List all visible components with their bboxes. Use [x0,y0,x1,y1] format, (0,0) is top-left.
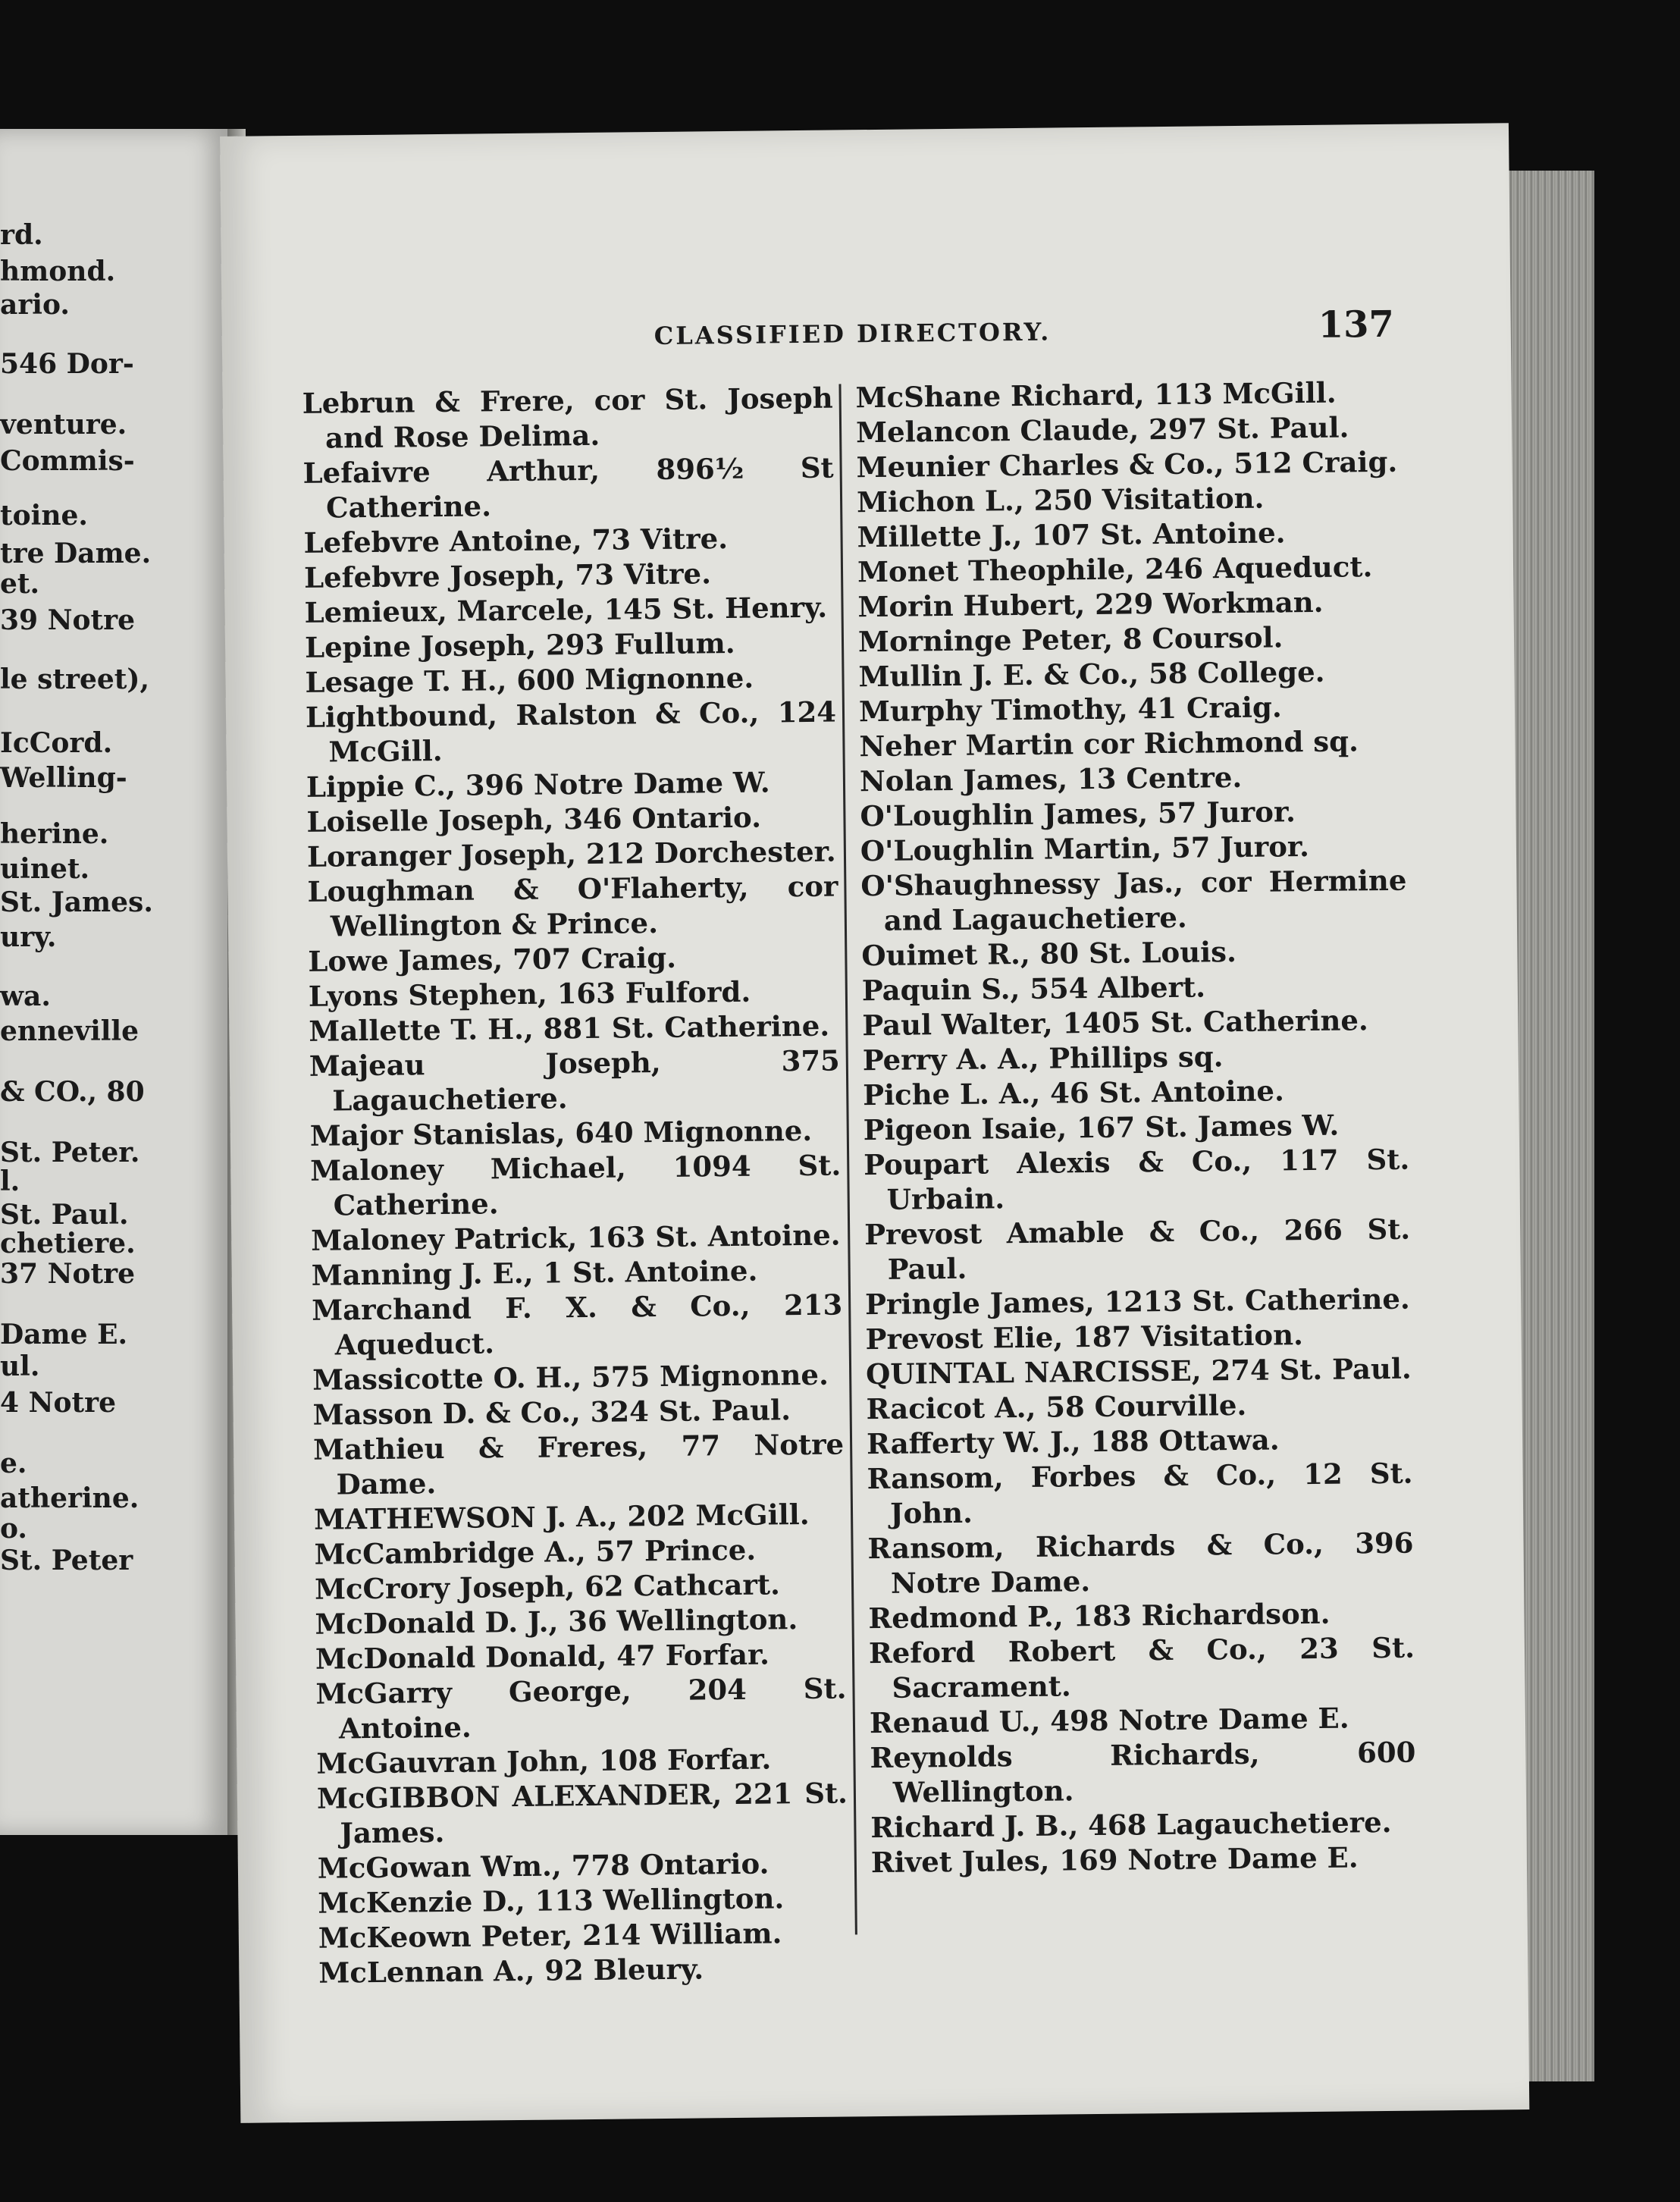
left-page-fragment: e. [0,1448,27,1479]
directory-entry: Mathieu & Freres, 77 Notre Dame. [312,1427,845,1501]
left-page-fragment: St. Paul. [0,1199,129,1231]
left-page-fragment: 37 Notre [0,1258,136,1290]
left-page-fragment: ario. [0,289,70,321]
directory-entry: McGIBBON ALEXANDER, 221 St. James. [316,1776,848,1850]
directory-entry: Ransom, Richards & Co., 396 Notre Dame. [867,1526,1414,1600]
directory-entry: Perry A. A., Phillips sq. [862,1040,1224,1077]
directory-entry: Richard J. B., 468 Lagauchetiere. [870,1805,1392,1845]
page-number: 137 [1318,303,1395,347]
directory-entry: McShane Richard, 113 McGill. [855,375,1337,415]
directory-entry: McDonald D. J., 36 Wellington. [315,1602,798,1641]
directory-entry: McGowan Wm., 778 Ontario. [317,1846,769,1885]
directory-column-right [855,375,1417,1880]
directory-entry: Lightbound, Ralston & Co., 124 McGill. [305,695,837,769]
left-page-fragment: toine. [0,500,88,532]
left-page-fragment: o. [0,1513,27,1545]
directory-entry: McGauvran John, 108 Forfar. [316,1742,772,1780]
left-page-fragment: enneville [0,1015,139,1047]
directory-entry: Lemieux, Marcele, 145 St. Henry. [304,590,828,629]
directory-entry: Lesage T. H., 600 Mignonne. [305,660,754,699]
directory-entry: Morin Hubert, 229 Workman. [857,585,1324,624]
directory-entry: McKeown Peter, 214 William. [318,1916,782,1955]
directory-entry: Massicotte O. H., 575 Mignonne. [312,1357,829,1397]
directory-entry: Racicot A., 58 Courville. [866,1388,1247,1426]
left-page-fragment: l. [0,1165,20,1197]
directory-entry: Lyons Stephen, 163 Fulford. [308,974,751,1013]
directory-entry: McLennan A., 92 Bleury. [318,1952,704,1990]
directory-entry: McDonald Donald, 47 Forfar. [315,1637,770,1676]
directory-entry: Rafferty W. J., 188 Ottawa. [866,1423,1280,1461]
directory-entry: Redmond P., 183 Richardson. [868,1596,1331,1636]
directory-entry: Lippie C., 396 Notre Dame W. [306,765,770,804]
left-page-fragment: ury. [0,921,57,953]
left-page-fragment: St. James. [0,886,153,918]
directory-entry: Monet Theophile, 246 Aqueduct. [857,550,1373,589]
directory-entry: Ouimet R., 80 St. Louis. [861,935,1237,973]
directory-entry: Rivet Jules, 169 Notre Dame E. [870,1840,1359,1880]
directory-entry: Paul Walter, 1405 St. Catherine. [862,1003,1368,1043]
directory-entry: Maloney Michael, 1094 St. Catherine. [310,1148,842,1222]
directory-entry: Melancon Claude, 297 St. Paul. [855,410,1349,450]
left-page-fragment: 546 Dor- [0,348,134,380]
directory-entry: Maloney Patrick, 163 St. Antoine. [311,1218,841,1257]
directory-entry: Mullin J. E. & Co., 58 College. [858,654,1325,694]
directory-entry: McCambridge A., 57 Prince. [314,1532,757,1571]
directory-entry: McGarry George, 204 St. Antoine. [315,1671,847,1746]
directory-entry: Ransom, Forbes & Co., 12 St. John. [867,1456,1413,1530]
left-page-fragment: wa. [0,980,51,1012]
directory-entry: Piche L. A., 46 St. Antoine. [863,1074,1285,1112]
left-page-fragment: St. Peter. [0,1137,140,1168]
right-page [220,123,1529,2123]
directory-entry: Neher Martin cor Richmond sq. [859,724,1359,764]
left-page-fragment: St. Peter [0,1545,133,1576]
directory-entry: Pringle James, 1213 St. Catherine. [864,1281,1411,1322]
directory-entry: Lefebvre Antoine, 73 Vitre. [303,522,729,560]
directory-entry: Reynolds Richards, 600 Wellington. [870,1735,1416,1809]
left-page-fragment: herine. [0,818,109,850]
left-page [0,129,232,1835]
left-page-fragment: 4 Notre [0,1387,116,1419]
directory-entry: Michon L., 250 Visitation. [856,481,1265,519]
left-page-fragment: chetiere. [0,1228,136,1259]
directory-entry: Pigeon Isaie, 167 St. James W. [863,1108,1340,1147]
directory-entry: Reford Robert & Co., 23 St. Sacrament. [868,1630,1415,1705]
left-page-fragment: et. [0,568,40,600]
directory-entry: Major Stanislas, 640 Mignonne. [309,1113,813,1153]
directory-entry: Millette J., 107 St. Antoine. [857,516,1286,554]
left-page-fragment: venture. [0,409,127,441]
directory-entry: Renaud U., 498 Notre Dame E. [869,1701,1349,1740]
directory-entry: Lefaivre Arthur, 896½ St Catherine. [302,450,834,525]
left-page-fragment: Welling- [0,762,127,794]
directory-entry: O'Loughlin James, 57 Juror. [860,795,1296,833]
directory-entry: Mallette T. H., 881 St. Catherine. [309,1008,830,1048]
directory-entry: McCrory Joseph, 62 Cathcart. [314,1567,781,1606]
left-page-fragment: Dame E. [0,1319,128,1350]
directory-entry: O'Loughlin Martin, 57 Juror. [860,830,1310,868]
left-page-fragment: le street), [0,663,149,695]
directory-entry: Lepine Joseph, 293 Fullum. [304,626,735,664]
left-page-fragment: tre Dame. [0,538,152,569]
left-page-fragment: & CO., 80 [0,1076,145,1108]
left-page-fragment: atherine. [0,1482,139,1514]
left-page-fragment: ul. [0,1350,40,1382]
directory-entry: Lowe James, 707 Craig. [308,940,677,978]
left-page-fragment: Commis- [0,445,135,477]
directory-entry: Meunier Charles & Co., 512 Craig. [856,444,1398,485]
directory-entry: Loughman & O'Flaherty, cor Wellington & Prince. [307,869,838,943]
directory-entry: MATHEWSON J. A., 202 McGill. [313,1497,810,1536]
directory-entry: Prevost Amable & Co., 266 St. Paul. [864,1212,1411,1286]
directory-entry: Manning J. E., 1 St. Antoine. [311,1253,758,1292]
directory-entry: Murphy Timothy, 41 Craig. [858,690,1282,729]
directory-entry: Lebrun & Frere, cor St. Joseph and Rose Delima. [302,381,833,455]
left-page-fragment: uinet. [0,853,90,885]
left-page-fragment: IcCord. [0,727,113,759]
directory-entry: McKenzie D., 113 Wellington. [318,1881,785,1920]
directory-entry: Lefebvre Joseph, 73 Vitre. [303,557,712,594]
directory-entry: Majeau Joseph, 375 Lagauchetiere. [309,1043,841,1118]
directory-entry: Prevost Elie, 187 Visitation. [865,1318,1304,1357]
left-page-fragment: rd. [0,219,43,251]
left-page-fragment: hmond. [0,256,116,287]
directory-entry: QUINTAL NARCISSE, 274 St. Paul. [865,1351,1412,1391]
directory-entry: Masson D. & Co., 324 St. Paul. [312,1393,791,1432]
left-page-fragment: 39 Notre [0,604,136,636]
directory-entry: O'Shaughnessy Jas., cor Hermine and Lagauchetiere. [860,863,1407,937]
directory-entry: Loiselle Joseph, 346 Ontario. [306,800,762,839]
directory-entry: Morninge Peter, 8 Coursol. [857,620,1284,659]
directory-column-left [302,381,849,1990]
directory-entry: Nolan James, 13 Centre. [859,760,1243,798]
directory-entry: Paquin S., 554 Albert. [861,970,1206,1008]
directory-entry: Loranger Joseph, 212 Dorchester. [306,834,836,874]
directory-entry: Marchand F. X. & Co., 213 Aqueduct. [311,1288,843,1362]
directory-entry: Poupart Alexis & Co., 117 St. Urbain. [864,1142,1410,1216]
running-head: CLASSIFIED DIRECTORY. [654,317,1052,351]
